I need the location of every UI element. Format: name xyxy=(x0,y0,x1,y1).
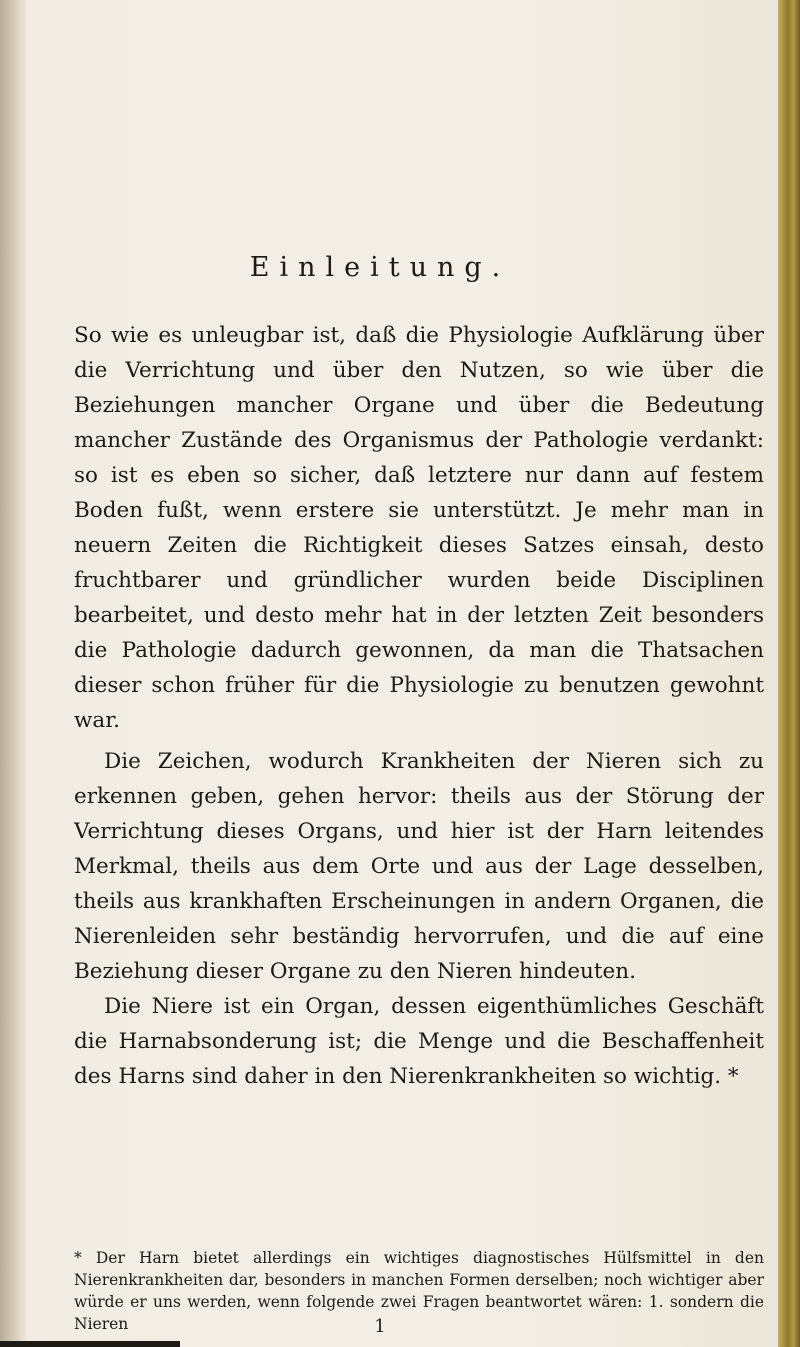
paragraph-2-block xyxy=(74,744,764,1094)
paragraph-1: So wie es unleugbar ist, daß die Physiologie Aufklärung über die Verrichtung und über den Nutzen, so wie über die Beziehungen mancher Organe und über die Bedeutung mancher Zustände des Organismus der Pathologie verdankt: so ist es eben so sicher, daß letztere nur dann auf festem Boden fußt, wenn erstere sie unterstützt. Je mehr man in neuern Zeiten die Richtigkeit dieses Satzes einsah, desto fruchtbarer und gründlicher wurden beide Disciplinen bearbeitet, und desto mehr hat in der letzten Zeit besonders die Pathologie dadurch gewonnen, da man die Thatsachen dieser schon früher für die Physiologie zu benutzen gewohnt war. xyxy=(74,323,764,733)
paragraph-3: Die Niere ist ein Organ, dessen eigenthümliches Geschäft die Harnabsonderung ist; die Menge und die Beschaffenheit des Harns sind daher in den Nierenkrankheiten so wichtig. * xyxy=(74,994,764,1089)
page-bottom-shadow xyxy=(0,1341,180,1347)
book-cover-edge xyxy=(778,0,800,1347)
chapter-heading: Einleitung. xyxy=(249,252,511,283)
page-signature-mark: 1 xyxy=(374,1316,386,1337)
paragraph-2: Die Zeichen, wodurch Krankheiten der Nieren sich zu erkennen geben, gehen hervor: theils aus der Störung der Verrichtung dieses Organs, und hier ist der Harn leitendes Merkmal, theils aus dem Orte und aus der Lage desselben, theils aus krankhaften Erscheinungen in andern Organen, die Nierenleiden sehr beständig hervorrufen, und die auf eine Beziehung dieser Organe zu den Nieren hindeuten. xyxy=(74,749,764,984)
footnote: * Der Harn bietet allerdings ein wichtiges diagnostisches Hülfsmittel in den Nierenkrankheiten dar, besonders in manchen Formen derselben; noch wichtiger aber würde er uns werden, wenn folgende zwei Fragen beantwortet wären: 1. sondern die Nieren xyxy=(74,1249,764,1333)
page-binding-edge xyxy=(0,0,26,1347)
